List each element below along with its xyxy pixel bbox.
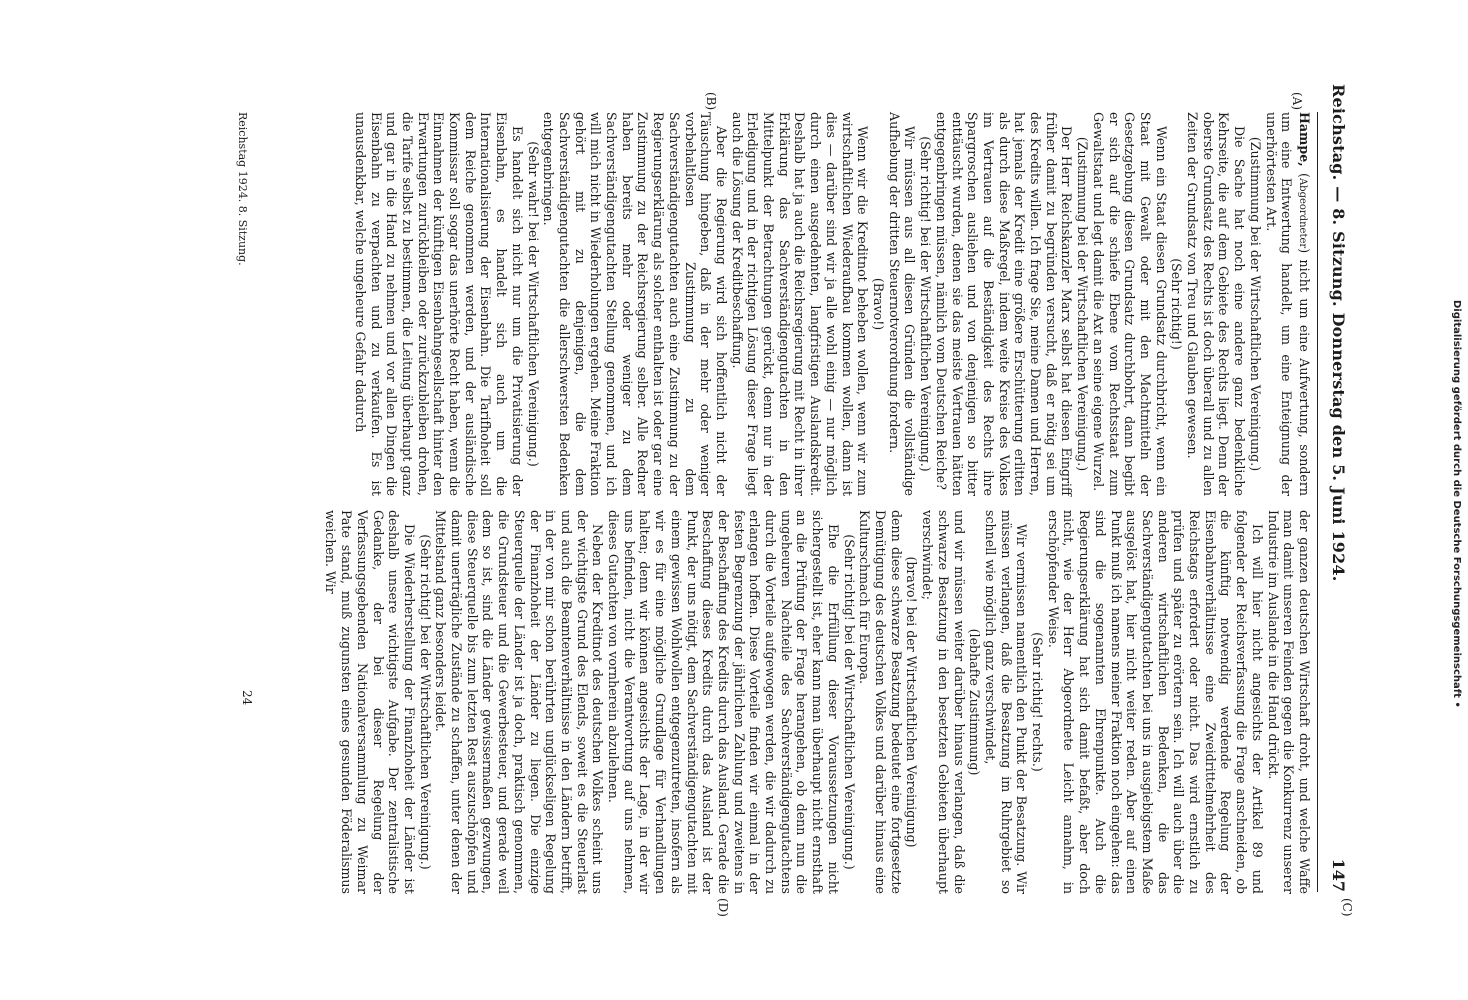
left-text-column bbox=[252, 112, 1312, 496]
paragraph: Es handelt sich nicht nur um die Privatisierung der Eisenbahn, es handelt sich auch um die Internationalisierung der Eisenbahn. Die Tarifhoheit soll dem Reiche genommen werden, und der ausländische Kommissar soll sogar das unerhörte Recht haben, wenn die Einnahmen der künftigen Eisenbahngesellschaft hinter den Erwartungen zurückbleiben oder zurückzubleiben drohen, die Tarife selbst zu bestimmen, die Leitung überhaupt ganz und gar in die Hand zu nehmen und vor allen Dingen die Eisenbahn zu verpachten und zu verkaufen. Es ist unausdenkbar, welche ungeheure Gefahr dadurch bbox=[352, 112, 525, 496]
signature-mark-right: 24 bbox=[240, 690, 254, 706]
paragraph: Ich will hier nicht angesichts der Artikel 89 und folgender der Reichsverfassung die Frage anschneiden, ob die künftig notwendig werdende Regelung der Eisenbahnverhältnisse eine Zweidrittelmehrheit des Reichstags erfordert oder nicht. Das wird ernstlich zu prüfen und später zu erörtern sein. Ich will auch über die anderen wirtschaftlichen Bedenken, die das Sachverständigengutachten bei uns in ausgiebigstem Maße ausgelöst hat, hier nicht weiter reden. Aber auf einen Punkt muß ich namens meiner Fraktion noch eingehen: das sind die sogenannten Ehrenpunkte. Auch die Regierungserklärung hat sich damit befaßt, aber doch nicht, wie der Herr Abgeordnete Leicht annahm, in erschöpfender Weise. bbox=[1045, 510, 1265, 894]
page-header bbox=[1322, 84, 1346, 892]
header-rule bbox=[1317, 112, 1318, 892]
paragraph: Wenn ein Staat diesen Grundsatz durchbricht, wenn ein Staat mit Gewalt oder mit den Machtmitteln der Gesetzgebung diesen Grundsatz durchbohrt, dann begibt er sich auf die schiefe Ebene vom Rechtsstaat zum Gewaltstaat und legt damit die Axt an seine eigene Wurzel. bbox=[1090, 112, 1169, 496]
digitization-note: Digitalisierung gefördert durch die Deutsche Forschungsgemeinschaft • bbox=[1451, 300, 1462, 708]
margin-letter-d: (D) bbox=[716, 898, 730, 917]
interjection: (Zustimmung bei der Wirtschaftlichen Vereinigung.) bbox=[1247, 136, 1263, 472]
interjection: (Sehr richtig! bei der Wirtschaftlichen Vereinigung.) bbox=[918, 136, 934, 472]
signature-mark-left: Reichstag 1924. 8. Sitzung. bbox=[236, 112, 249, 266]
interjection: (Sehr richtig! rechts.) bbox=[1030, 632, 1046, 772]
paragraph: Ehe die Erfüllung dieser Voraussetzungen nicht sichergestellt ist, eher kann man überhaupt nicht ernsthaft an die Prüfung der Frage herangehen, ob denn nun die ungeheuren Nachteile des Sachverständigengutachtens durch die Vorteile aufgewogen werden, die wir dadurch zu erlangen hoffen. Diese Vorteile finden wir einmal in der festen Begrenzung der jährlichen Zahlung und zweitens in der Beschaffung des Kredits durch das Ausland. Gerade die Beschaffung dieses Kredits durch das Ausland ist der Punkt, der uns nötigt, dem Sachverständigengutachten mit einem gewissen Wohlwollen entgegenzutreten, insofern als wir es für eine mögliche Grundlage für Verhandlungen halten; denn wir können angesichts der Lage, in der wir uns befinden, nicht die Verantwortung auf uns nehmen, dieses Gutachten von vornherein abzulehnen. bbox=[606, 510, 841, 894]
paragraph: Neben der Kreditnot des deutschen Volkes scheint uns der wichtigste Grund des Elends, soweit es die Steuerlast und auch die Beamtenverhältnisse in den Ländern betrifft, in der von mir schon berührten unglückseligen Regelung der Finanzhoheit der Länder zu liegen. Die einzige Steuerquelle der Länder ist ja doch, praktisch genommen, die Grundsteuer und die Gewerbesteuer, und gerade weil dem so ist, sind die Länder gewissermaßen gezwungen, diese Steuerquelle bis zum letzten Rest auszuschöpfen und damit unerträgliche Zustände zu schaffen, unter denen der Mittelstand ganz besonders leidet. bbox=[433, 510, 606, 894]
interjection: (lebhafte Zustimmung) bbox=[967, 628, 983, 776]
paragraph: Wir vermissen namentlich den Punkt der Besatzung. Wir müssen verlangen, daß die Besatzung im Ruhrgebiet so schnell wie möglich ganz verschwindet, bbox=[982, 510, 1030, 894]
paragraph: Wenn wir die Kreditnot beheben wollen, wenn wir zum wirtschaftlichen Wiederaufbau kommen wollen, dann ist dies — darüber sind wir ja alle wohl einig — nur möglich durch einen ausgedehnten, langfristigen Auslandskredit. Deshalb hat ja auch die Reichsregierung mit Recht in ihrer Erklärung das Sachverständigengutachten in den Mittelpunkt der Betrachtungen gerückt, denn nur in der Erledigung und in der richtigen Lösung dieser Frage liegt auch die Lösung der Kreditbeschaffung. bbox=[729, 112, 871, 496]
digitization-credit bbox=[1448, 300, 1464, 1000]
interjection: (Sehr richtig!) bbox=[1169, 258, 1185, 350]
speaker-name: Hampe, bbox=[1297, 112, 1312, 167]
paragraph: der ganzen deutschen Wirtschaft droht, und welche Waffe man damit unseren Feinden gegen die Konkurrenz unserer Industrie im Auslande in die Hand drückt. bbox=[1265, 510, 1312, 894]
interjection: (Sehr richtig! bei der Wirtschaftlichen Vereinigung.) bbox=[417, 534, 433, 870]
interjection: (Zustimmung bei der Wirtschaftlichen Vereinigung.) bbox=[1075, 136, 1091, 472]
margin-letter-b: (B) bbox=[704, 92, 718, 111]
margin-letter-a: (A) bbox=[1290, 92, 1304, 111]
paragraph: Die Sache hat noch eine andere ganz bedenkliche Kehrseite, die auf dem Gebiete des Rechts liegt. Denn der oberste Grundsatz des Rechts ist doch überall und zu allen Zeiten der Grundsatz von Treu und Glauben gewesen. bbox=[1185, 112, 1248, 496]
interjection: (Bravo!) bbox=[871, 277, 887, 331]
paragraph: denn diese schwarze Besatzung bedeutet eine fortgesetzte Demütigung des deutschen Volkes und darüber hinaus eine Kulturschmach für Europa. bbox=[857, 510, 904, 894]
speaker-role: Abgeordneter bbox=[1297, 177, 1308, 249]
right-text-column bbox=[252, 510, 1312, 894]
paragraph: Wir müssen aus all diesen Gründen die vollständige Aufhebung der dritten Steuernotverordnung fordern. bbox=[886, 112, 918, 496]
interjection: (Sehr richtig! bei der Wirtschaftlichen Vereinigung.) bbox=[841, 534, 857, 870]
paragraph: Aber die Regierung wird sich hoffentlich nicht der Täuschung hingeben, daß in der mehr oder weniger vorbehaltlosen Zustimmung zu dem Sachverständigengutachten auch eine Zustimmung zu der Regierungserklärung als solcher enthalten ist oder gar eine Zustimmung zu der Reichsregierung selber. Alle Redner haben bereits mehr oder weniger zu dem Sachverständigengutachten Stellung genommen, und ich will mich nicht in Wiederholungen ergehen. Meine Fraktion gehört mit zu denjenigen, die dem Sachverständigengutachten die allerschwersten Bedenken entgegenbringen. bbox=[541, 112, 729, 496]
paragraph: Der Herr Reichskanzler Marx selbst hat diesen Eingriff früher damit zu begründen versucht, daß er nötig sei um des Kredits willen. Ich frage Sie, meine Damen und Herren, hat jemals der Kredit eine größere Erschütterung erlitten als durch diese Maßregel, indem weite Kreise des Volkes im Vertrauen auf die Beständigkeit des Rechts ihre Spargroschen ausliehen und von denjenigen so bitter enttäuscht wurden, denen sie das meiste Vertrauen hätten entgegenbringen müssen, nämlich vom Deutschen Reiche? bbox=[933, 112, 1075, 496]
paragraph-text: nicht um eine Aufwertung, sondern um eine Entwertung handelt, um eine Enteignung der unerhörtesten Art. bbox=[1263, 112, 1312, 497]
speaker-paragraph: Hampe, (Abgeordneter) nicht um eine Aufwertung, sondern um eine Entwertung handelt, um eine Enteignung der unerhörtesten Art. bbox=[1263, 112, 1312, 497]
running-head: Reichstag. — 8. Sitzung. Donnerstag den 5. Juni 1924. bbox=[1329, 84, 1348, 582]
paragraph: und wir müssen weiter darüber hinaus verlangen, daß die schwarze Besatzung in den besetzten Gebieten überhaupt verschwindet; bbox=[920, 510, 967, 894]
paragraph: Die Wiederherstellung der Finanzhoheit der Länder ist deshalb unsere wichtigste Aufgabe. Der zentralistische Gedanke, der bei dieser Regelung der Verfassungsgebenden Nationalversammlung zu Weimar Pate stand, muß zugunsten eines gesunden Föderalismus weichen. Wir bbox=[323, 510, 417, 894]
page-number: 147 bbox=[1329, 858, 1348, 892]
margin-letter-c: (C) bbox=[1340, 898, 1354, 917]
interjection: (bravo! bei der Wirtschaftlichen Vereinigung) bbox=[904, 556, 920, 848]
interjection: (Sehr wahr! bei der Wirtschaftlichen Vereinigung.) bbox=[525, 141, 541, 467]
